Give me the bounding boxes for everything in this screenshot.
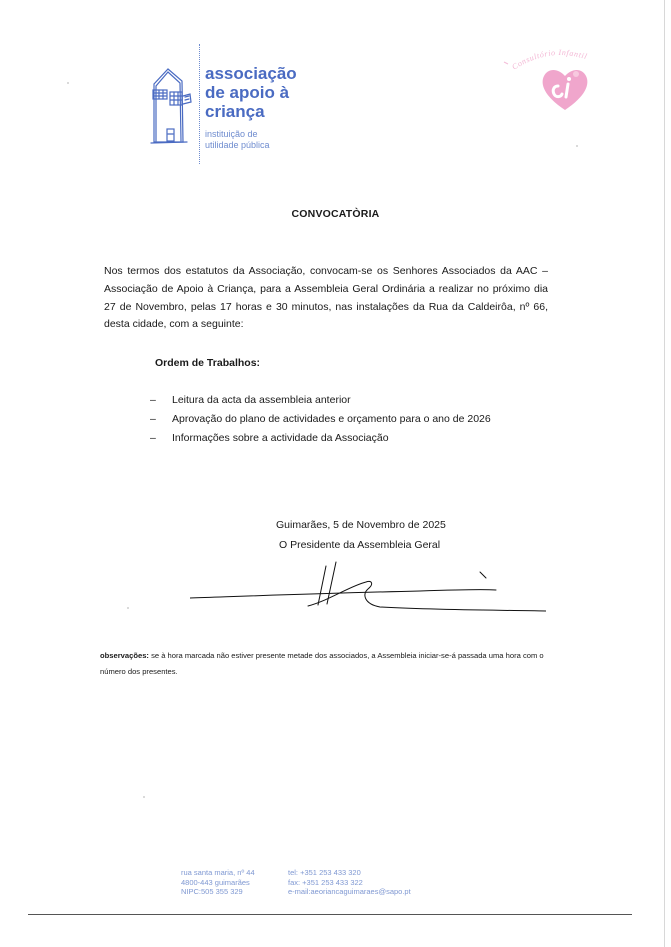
scan-speck <box>143 796 145 798</box>
footer-street: rua santa maria, nº 44 <box>181 868 255 877</box>
heart-icon <box>543 70 588 110</box>
consultorio-badge <box>500 44 618 116</box>
agenda-item <box>150 429 491 448</box>
organization-name-line-3: criança <box>205 102 265 121</box>
signatory-role: O Presidente da Assembleia Geral <box>279 539 441 551</box>
footer-contacts <box>288 868 411 897</box>
footer-email: e-mail:aeoriancaguimaraes@sapo.pt <box>288 887 411 896</box>
agenda-item-text: Aprovação do plano de actividades e orçamento para o ano de 2026 <box>172 413 491 425</box>
organization-status-line-1: instituição de <box>205 129 258 139</box>
svg-text:Consultório Infantil <box>510 48 588 72</box>
footer-address <box>181 868 255 897</box>
agenda-list <box>150 391 491 448</box>
agenda-item <box>150 391 491 410</box>
page-edge <box>664 0 665 947</box>
organization-status-line-2: utilidade pública <box>205 140 270 150</box>
organization-name-line-2: de apoio à <box>205 83 290 102</box>
badge-text: Consultório Infantil <box>510 47 589 72</box>
notes-label: observações: <box>100 651 149 660</box>
agenda-item-text: Leitura da acta da assembleia anterior <box>172 394 351 406</box>
footer-postcode: 4800-443 guimarães <box>181 877 250 887</box>
logo-divider <box>199 44 200 164</box>
footer-rule <box>28 914 632 915</box>
document-title: CONVOCATÒRIA <box>291 208 380 220</box>
organization-status <box>205 129 270 151</box>
footer-tel: tel: +351 253 433 320 <box>288 868 361 877</box>
agenda-bullet: – <box>150 413 156 425</box>
organization-name-line-1: associação <box>205 64 297 83</box>
house-logo-icon <box>150 66 196 146</box>
agenda-item-text: Informações sobre a actividade da Associação <box>172 432 389 444</box>
agenda-heading: Ordem de Trabalhos: <box>155 357 261 369</box>
scan-speck <box>127 607 129 609</box>
scan-speck <box>67 82 69 84</box>
convocation-paragraph: Nos termos dos estatutos da Associação, convocam-se os Senhores Associados da AAC – Associação de Apoio à Criança, para a Assembleia Geral Ordinária a realizar no próximo dia 27 de Novembro, pelas 17 horas e 30 minutos, nas instalações da Rua da Caldeirôa, nº 66, desta cidade, com a seguinte: <box>104 265 548 331</box>
agenda-bullet: – <box>150 394 156 406</box>
scan-speck <box>576 145 578 147</box>
footer-nipc: NIPC:505 355 329 <box>181 887 243 896</box>
organization-name <box>205 64 297 121</box>
agenda-bullet: – <box>150 432 156 444</box>
agenda-item <box>150 410 491 429</box>
signature-mark <box>190 560 546 620</box>
date-line: Guimarães, 5 de Novembro de 2025 <box>276 519 446 531</box>
notes-text: se à hora marcada não estiver presente metade dos associados, a Assembleia iniciar-se-á passada uma hora com o número dos presentes. <box>100 651 544 676</box>
footer-fax: fax: +351 253 433 322 <box>288 877 363 887</box>
notes <box>100 648 560 680</box>
